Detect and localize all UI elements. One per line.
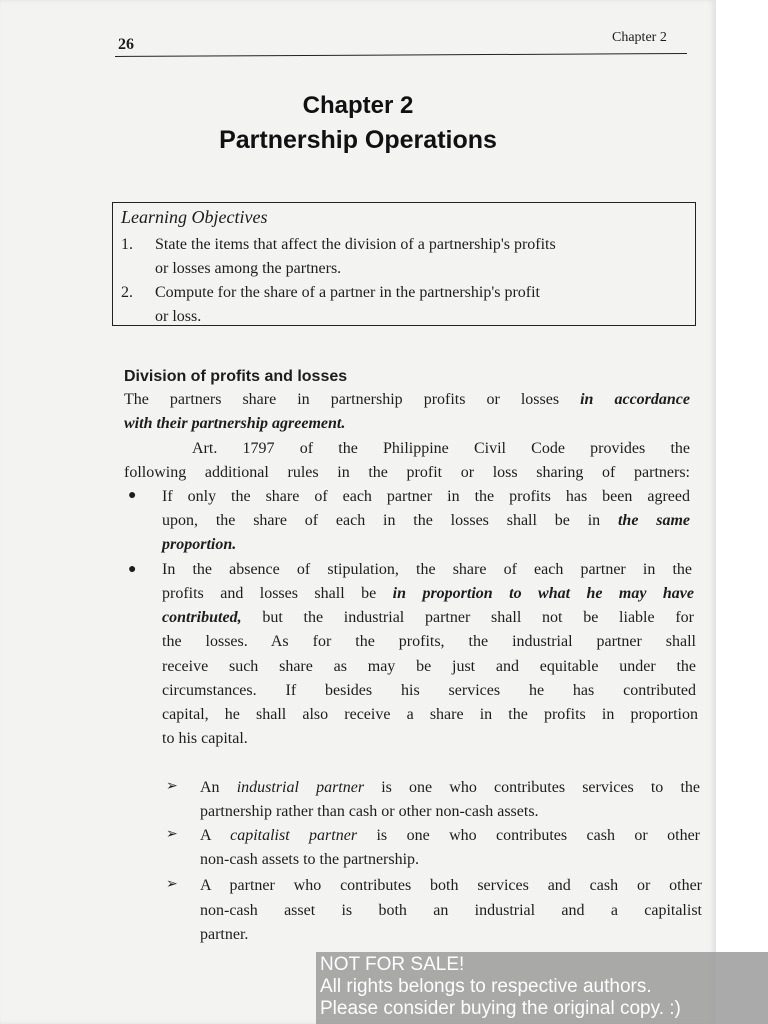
objective-number: 1. xyxy=(121,236,133,253)
bullet-1-line-2 xyxy=(162,509,690,533)
bullet-emphasis: contributed, xyxy=(162,609,242,626)
objective-text-line: State the items that affect the division of a partnership's profits xyxy=(155,236,556,253)
definition-term: capitalist partner xyxy=(230,827,358,844)
watermark-banner xyxy=(316,952,768,1024)
intro-text: The partners share in partnership profits or losses xyxy=(124,391,560,408)
definition-3-line-2: non-cash asset is both an industrial and a capitalist xyxy=(200,902,702,919)
intro-line-1 xyxy=(124,388,690,412)
chapter-subtitle: Partnership Operations xyxy=(219,126,497,154)
definition-text: is one who contributes services to the xyxy=(381,779,700,796)
header-rule xyxy=(115,53,687,57)
definition-term: industrial partner xyxy=(236,779,365,796)
definition-text: A xyxy=(200,827,211,844)
bullet-text: upon, the share of each in the losses shall be in xyxy=(162,512,601,529)
objective-number: 2. xyxy=(121,284,133,301)
objective-text-line: Compute for the share of a partner in the partnership's profit xyxy=(155,284,540,301)
article-line-2: following additional rules in the profit or loss sharing of partners: xyxy=(124,464,690,481)
bullet-dot: ● xyxy=(128,562,137,577)
section-heading: Division of profits and losses xyxy=(124,368,348,385)
bullet-text: but the industrial partner shall not be liable for xyxy=(262,609,694,626)
definition-text: An xyxy=(200,779,220,796)
watermark-line: NOT FOR SALE! xyxy=(320,954,465,975)
bullet-2-line-5: receive such share as may be just and equitable under the xyxy=(162,658,696,675)
bullet-2-line-6: circumstances. If besides his services he has contributed xyxy=(162,682,696,699)
running-head: Chapter 2 xyxy=(612,30,667,45)
intro-emphasis: in accordance xyxy=(580,391,691,408)
definition-1-line-2: partnership rather than cash or other non-cash assets. xyxy=(200,803,539,820)
arrow-bullet-icon: ➢ xyxy=(166,827,178,842)
objective-text-line: or loss. xyxy=(155,308,202,325)
bullet-emphasis: proportion. xyxy=(162,536,237,553)
bullet-dot: ● xyxy=(128,488,137,503)
page-number: 26 xyxy=(118,36,134,53)
article-line-1: Art. 1797 of the Philippine Civil Code provides the xyxy=(192,440,690,457)
bullet-emphasis: the same xyxy=(617,512,691,529)
bullet-2-line-8: to his capital. xyxy=(162,730,248,747)
objectives-heading: Learning Objectives xyxy=(121,207,268,227)
definition-3-line-3: partner. xyxy=(200,926,249,943)
objective-text-line: or losses among the partners. xyxy=(155,260,342,277)
bullet-1-line-3 xyxy=(162,533,236,557)
bullet-2-line-1: In the absence of stipulation, the share of each partner in the xyxy=(162,561,692,578)
bullet-2-line-2 xyxy=(162,582,694,606)
definition-2-line-2: non-cash assets to the partnership. xyxy=(200,851,420,868)
bullet-2-line-4: the losses. As for the profits, the industrial partner shall xyxy=(162,633,696,650)
watermark-line: Please consider buying the original copy. :) xyxy=(320,998,681,1019)
bullet-text: profits and losses shall be xyxy=(162,585,377,602)
intro-line-2 xyxy=(124,412,345,436)
definition-1-line-1 xyxy=(200,776,700,800)
bullet-emphasis: in proportion to what he may have xyxy=(392,585,695,602)
watermark-line: All rights belongs to respective authors. xyxy=(320,976,652,997)
bullet-2-line-3 xyxy=(162,606,694,630)
intro-emphasis: with their partnership agreement. xyxy=(124,415,346,432)
bullet-2-line-7: capital, he shall also receive a share in the profits in proportion xyxy=(162,706,698,723)
definition-text: is one who contributes cash or other xyxy=(376,827,701,844)
bullet-1-line-1: If only the share of each partner in the profits has been agreed xyxy=(162,488,690,505)
learning-objectives-box xyxy=(112,202,696,326)
arrow-bullet-icon: ➢ xyxy=(166,877,178,892)
arrow-bullet-icon: ➢ xyxy=(166,779,178,794)
chapter-title: Chapter 2 xyxy=(302,92,414,119)
definition-2-line-1 xyxy=(200,824,700,848)
definition-3-line-1: A partner who contributes both services and cash or other xyxy=(200,877,702,894)
